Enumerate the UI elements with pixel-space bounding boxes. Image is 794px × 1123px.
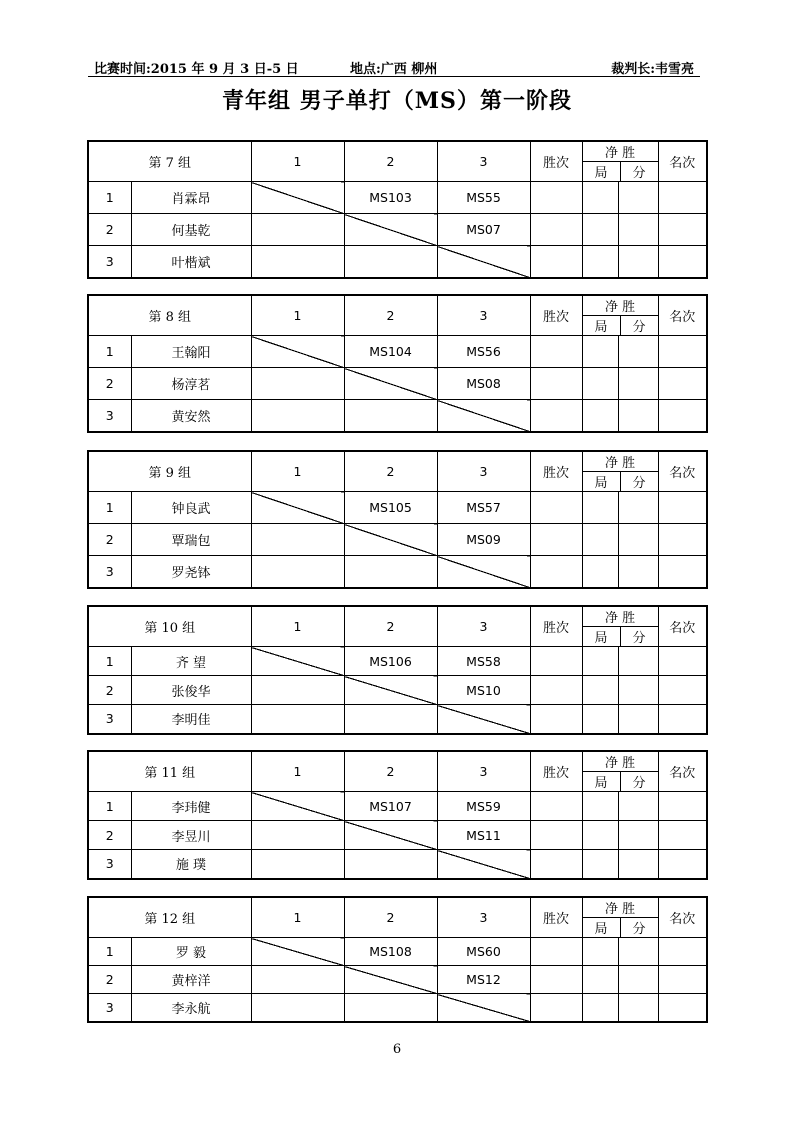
match-cell-3: MS10 (437, 676, 530, 705)
col-header-rank: 名次 (658, 606, 707, 647)
wins-cell (530, 647, 582, 676)
group-header-row (88, 606, 707, 647)
match-cell-2 (344, 214, 437, 246)
player-name: 罗 毅 (131, 938, 251, 966)
rank-cell (658, 400, 707, 432)
col-header-net-win (582, 141, 658, 182)
match-cell-1 (251, 938, 344, 966)
match-cell-1 (251, 556, 344, 588)
group-table-7 (87, 140, 708, 279)
match-cell-2 (344, 705, 437, 734)
col-header-1: 1 (251, 451, 344, 492)
net-games-cell (582, 182, 618, 214)
player-name: 肖霖昂 (131, 182, 251, 214)
col-header-3: 3 (437, 897, 530, 938)
net-points-label: 分 (620, 918, 658, 938)
match-cell-1 (251, 368, 344, 400)
net-games-cell (582, 792, 618, 821)
net-win-label: 净 胜 (583, 452, 658, 472)
col-header-3: 3 (437, 606, 530, 647)
rank-cell (658, 647, 707, 676)
player-name: 李明佳 (131, 705, 251, 734)
player-seed: 2 (88, 676, 131, 705)
player-seed: 1 (88, 182, 131, 214)
match-cell-3 (437, 705, 530, 734)
net-games-label: 局 (594, 475, 608, 491)
wins-cell (530, 182, 582, 214)
group-table-12 (87, 896, 708, 1023)
group-name: 第 10 组 (88, 606, 251, 647)
net-points-cell (618, 850, 658, 879)
net-win-label: 净 胜 (583, 296, 658, 316)
net-games-cell (582, 336, 618, 368)
col-header-net-win (582, 751, 658, 792)
col-header-rank: 名次 (658, 451, 707, 492)
player-name: 何基乾 (131, 214, 251, 246)
net-points-cell (618, 182, 658, 214)
player-seed: 2 (88, 524, 131, 556)
player-name: 张俊华 (131, 676, 251, 705)
rank-cell (658, 492, 707, 524)
col-header-2: 2 (344, 606, 437, 647)
net-games-cell (582, 850, 618, 879)
net-games-cell (582, 647, 618, 676)
net-games-cell (582, 246, 618, 278)
col-header-2: 2 (344, 295, 437, 336)
page-number: 6 (392, 1042, 402, 1057)
col-header-3: 3 (437, 751, 530, 792)
match-cell-1 (251, 966, 344, 994)
rank-cell (658, 524, 707, 556)
net-points-label: 分 (620, 162, 658, 182)
wins-cell (530, 676, 582, 705)
net-points-cell (618, 821, 658, 850)
net-games-label: 局 (594, 775, 608, 791)
match-cell-3: MS60 (437, 938, 530, 966)
net-points-cell (618, 705, 658, 734)
player-row (88, 368, 707, 400)
player-name: 覃瑞包 (131, 524, 251, 556)
net-win-label: 净 胜 (583, 752, 658, 772)
match-cell-3 (437, 246, 530, 278)
col-header-3: 3 (437, 451, 530, 492)
net-games-label: 局 (594, 630, 608, 646)
net-points-cell (618, 938, 658, 966)
match-cell-2 (344, 821, 437, 850)
net-points-cell (618, 214, 658, 246)
match-cell-2 (344, 400, 437, 432)
net-games-label: 局 (594, 165, 608, 181)
player-seed: 2 (88, 966, 131, 994)
net-points-cell (618, 792, 658, 821)
group-header-row (88, 897, 707, 938)
match-cell-3 (437, 400, 530, 432)
wins-cell (530, 214, 582, 246)
net-games-cell (582, 705, 618, 734)
player-name: 李昱川 (131, 821, 251, 850)
match-time: 比赛时间:2015 年 9 月 3 日-5 日 (94, 62, 299, 77)
match-cell-1 (251, 676, 344, 705)
net-points-cell (618, 524, 658, 556)
match-cell-2 (344, 850, 437, 879)
player-seed: 2 (88, 821, 131, 850)
player-name: 李玮健 (131, 792, 251, 821)
group-name: 第 9 组 (88, 451, 251, 492)
player-seed: 3 (88, 850, 131, 879)
player-name: 杨淳茗 (131, 368, 251, 400)
net-points-cell (618, 556, 658, 588)
match-cell-3 (437, 556, 530, 588)
net-points-cell (618, 994, 658, 1022)
player-name: 叶楷斌 (131, 246, 251, 278)
net-games-cell (582, 492, 618, 524)
player-row (88, 336, 707, 368)
net-points-cell (618, 647, 658, 676)
player-seed: 1 (88, 336, 131, 368)
wins-cell (530, 400, 582, 432)
col-header-1: 1 (251, 897, 344, 938)
rank-cell (658, 676, 707, 705)
chief-referee: 裁判长:韦雪亮 (611, 62, 694, 77)
group-table-11 (87, 750, 708, 880)
col-header-wins: 胜次 (530, 295, 582, 336)
col-header-rank: 名次 (658, 897, 707, 938)
match-cell-2 (344, 676, 437, 705)
match-cell-1 (251, 246, 344, 278)
col-header-wins: 胜次 (530, 451, 582, 492)
player-seed: 2 (88, 214, 131, 246)
match-cell-2 (344, 524, 437, 556)
player-row (88, 214, 707, 246)
player-row (88, 246, 707, 278)
net-points-cell (618, 676, 658, 705)
player-seed: 3 (88, 400, 131, 432)
net-points-label: 分 (620, 472, 658, 492)
match-location: 地点:广西 柳州 (350, 62, 438, 77)
net-win-label: 净 胜 (583, 607, 658, 627)
net-points-label: 分 (620, 316, 658, 336)
col-header-1: 1 (251, 751, 344, 792)
wins-cell (530, 938, 582, 966)
match-cell-3 (437, 850, 530, 879)
match-cell-2: MS103 (344, 182, 437, 214)
match-cell-3 (437, 994, 530, 1022)
player-seed: 2 (88, 368, 131, 400)
col-header-1: 1 (251, 606, 344, 647)
col-header-rank: 名次 (658, 295, 707, 336)
col-header-2: 2 (344, 751, 437, 792)
col-header-rank: 名次 (658, 751, 707, 792)
col-header-wins: 胜次 (530, 897, 582, 938)
player-name: 黄梓洋 (131, 966, 251, 994)
match-cell-2 (344, 966, 437, 994)
net-games-cell (582, 994, 618, 1022)
net-games-cell (582, 368, 618, 400)
wins-cell (530, 556, 582, 588)
group-name: 第 11 组 (88, 751, 251, 792)
player-seed: 3 (88, 994, 131, 1022)
net-games-cell (582, 214, 618, 246)
match-cell-3: MS07 (437, 214, 530, 246)
wins-cell (530, 850, 582, 879)
group-name: 第 12 组 (88, 897, 251, 938)
player-row (88, 938, 707, 966)
match-cell-3: MS11 (437, 821, 530, 850)
net-win-label: 净 胜 (583, 142, 658, 162)
player-row (88, 994, 707, 1022)
wins-cell (530, 792, 582, 821)
group-name: 第 8 组 (88, 295, 251, 336)
match-cell-3: MS55 (437, 182, 530, 214)
net-games-cell (582, 966, 618, 994)
rank-cell (658, 966, 707, 994)
match-cell-1 (251, 705, 344, 734)
player-row (88, 647, 707, 676)
col-header-net-win (582, 451, 658, 492)
player-row (88, 400, 707, 432)
col-header-rank: 名次 (658, 141, 707, 182)
col-header-net-win (582, 897, 658, 938)
col-header-net-win (582, 295, 658, 336)
wins-cell (530, 524, 582, 556)
player-row (88, 705, 707, 734)
net-points-cell (618, 492, 658, 524)
rank-cell (658, 850, 707, 879)
player-name: 王翰阳 (131, 336, 251, 368)
col-header-wins: 胜次 (530, 606, 582, 647)
group-name: 第 7 组 (88, 141, 251, 182)
net-points-cell (618, 400, 658, 432)
match-cell-1 (251, 821, 344, 850)
match-cell-3: MS08 (437, 368, 530, 400)
wins-cell (530, 994, 582, 1022)
player-row (88, 492, 707, 524)
player-seed: 1 (88, 647, 131, 676)
match-cell-2 (344, 556, 437, 588)
match-cell-2: MS105 (344, 492, 437, 524)
header-bar (88, 56, 700, 77)
net-points-cell (618, 336, 658, 368)
wins-cell (530, 246, 582, 278)
player-name: 齐 望 (131, 647, 251, 676)
col-header-1: 1 (251, 141, 344, 182)
player-row (88, 556, 707, 588)
match-cell-2 (344, 368, 437, 400)
net-points-label: 分 (620, 627, 658, 647)
match-cell-2 (344, 994, 437, 1022)
match-cell-1 (251, 400, 344, 432)
player-row (88, 676, 707, 705)
net-games-cell (582, 676, 618, 705)
player-row (88, 182, 707, 214)
col-header-3: 3 (437, 141, 530, 182)
match-cell-3: MS56 (437, 336, 530, 368)
net-games-cell (582, 821, 618, 850)
match-cell-1 (251, 524, 344, 556)
wins-cell (530, 368, 582, 400)
col-header-3: 3 (437, 295, 530, 336)
rank-cell (658, 368, 707, 400)
match-cell-2: MS104 (344, 336, 437, 368)
wins-cell (530, 336, 582, 368)
group-header-row (88, 451, 707, 492)
group-table-9 (87, 450, 708, 589)
net-points-cell (618, 368, 658, 400)
col-header-2: 2 (344, 897, 437, 938)
net-games-label: 局 (594, 319, 608, 335)
match-cell-1 (251, 792, 344, 821)
net-games-cell (582, 938, 618, 966)
wins-cell (530, 492, 582, 524)
net-points-cell (618, 966, 658, 994)
net-points-cell (618, 246, 658, 278)
match-cell-3: MS09 (437, 524, 530, 556)
net-games-label: 局 (594, 921, 608, 937)
rank-cell (658, 994, 707, 1022)
col-header-net-win (582, 606, 658, 647)
player-name: 李永航 (131, 994, 251, 1022)
player-name: 罗尧钵 (131, 556, 251, 588)
player-row (88, 966, 707, 994)
player-name: 施 璞 (131, 850, 251, 879)
col-header-wins: 胜次 (530, 141, 582, 182)
rank-cell (658, 246, 707, 278)
player-seed: 1 (88, 938, 131, 966)
group-header-row (88, 295, 707, 336)
match-cell-2: MS108 (344, 938, 437, 966)
wins-cell (530, 966, 582, 994)
match-cell-2 (344, 246, 437, 278)
match-cell-2: MS107 (344, 792, 437, 821)
net-win-label: 净 胜 (583, 898, 658, 918)
player-row (88, 792, 707, 821)
group-table-8 (87, 294, 708, 433)
col-header-1: 1 (251, 295, 344, 336)
player-row (88, 850, 707, 879)
page-title: 青年组 男子单打（MS）第一阶段 (222, 88, 572, 114)
player-row (88, 524, 707, 556)
group-header-row (88, 751, 707, 792)
match-cell-1 (251, 850, 344, 879)
match-cell-1 (251, 336, 344, 368)
match-cell-1 (251, 214, 344, 246)
net-points-label: 分 (620, 772, 658, 792)
wins-cell (530, 821, 582, 850)
group-header-row (88, 141, 707, 182)
match-cell-1 (251, 647, 344, 676)
player-seed: 1 (88, 492, 131, 524)
player-name: 钟良武 (131, 492, 251, 524)
rank-cell (658, 214, 707, 246)
col-header-2: 2 (344, 451, 437, 492)
player-seed: 3 (88, 246, 131, 278)
match-cell-3: MS12 (437, 966, 530, 994)
rank-cell (658, 556, 707, 588)
group-table-10 (87, 605, 708, 735)
player-seed: 3 (88, 556, 131, 588)
rank-cell (658, 182, 707, 214)
col-header-2: 2 (344, 141, 437, 182)
match-cell-3: MS57 (437, 492, 530, 524)
rank-cell (658, 821, 707, 850)
rank-cell (658, 792, 707, 821)
net-games-cell (582, 524, 618, 556)
player-row (88, 821, 707, 850)
player-name: 黄安然 (131, 400, 251, 432)
match-cell-3: MS58 (437, 647, 530, 676)
match-cell-1 (251, 492, 344, 524)
match-cell-3: MS59 (437, 792, 530, 821)
net-games-cell (582, 400, 618, 432)
rank-cell (658, 705, 707, 734)
col-header-wins: 胜次 (530, 751, 582, 792)
net-games-cell (582, 556, 618, 588)
player-seed: 3 (88, 705, 131, 734)
match-cell-2: MS106 (344, 647, 437, 676)
wins-cell (530, 705, 582, 734)
rank-cell (658, 336, 707, 368)
match-cell-1 (251, 182, 344, 214)
rank-cell (658, 938, 707, 966)
match-cell-1 (251, 994, 344, 1022)
player-seed: 1 (88, 792, 131, 821)
